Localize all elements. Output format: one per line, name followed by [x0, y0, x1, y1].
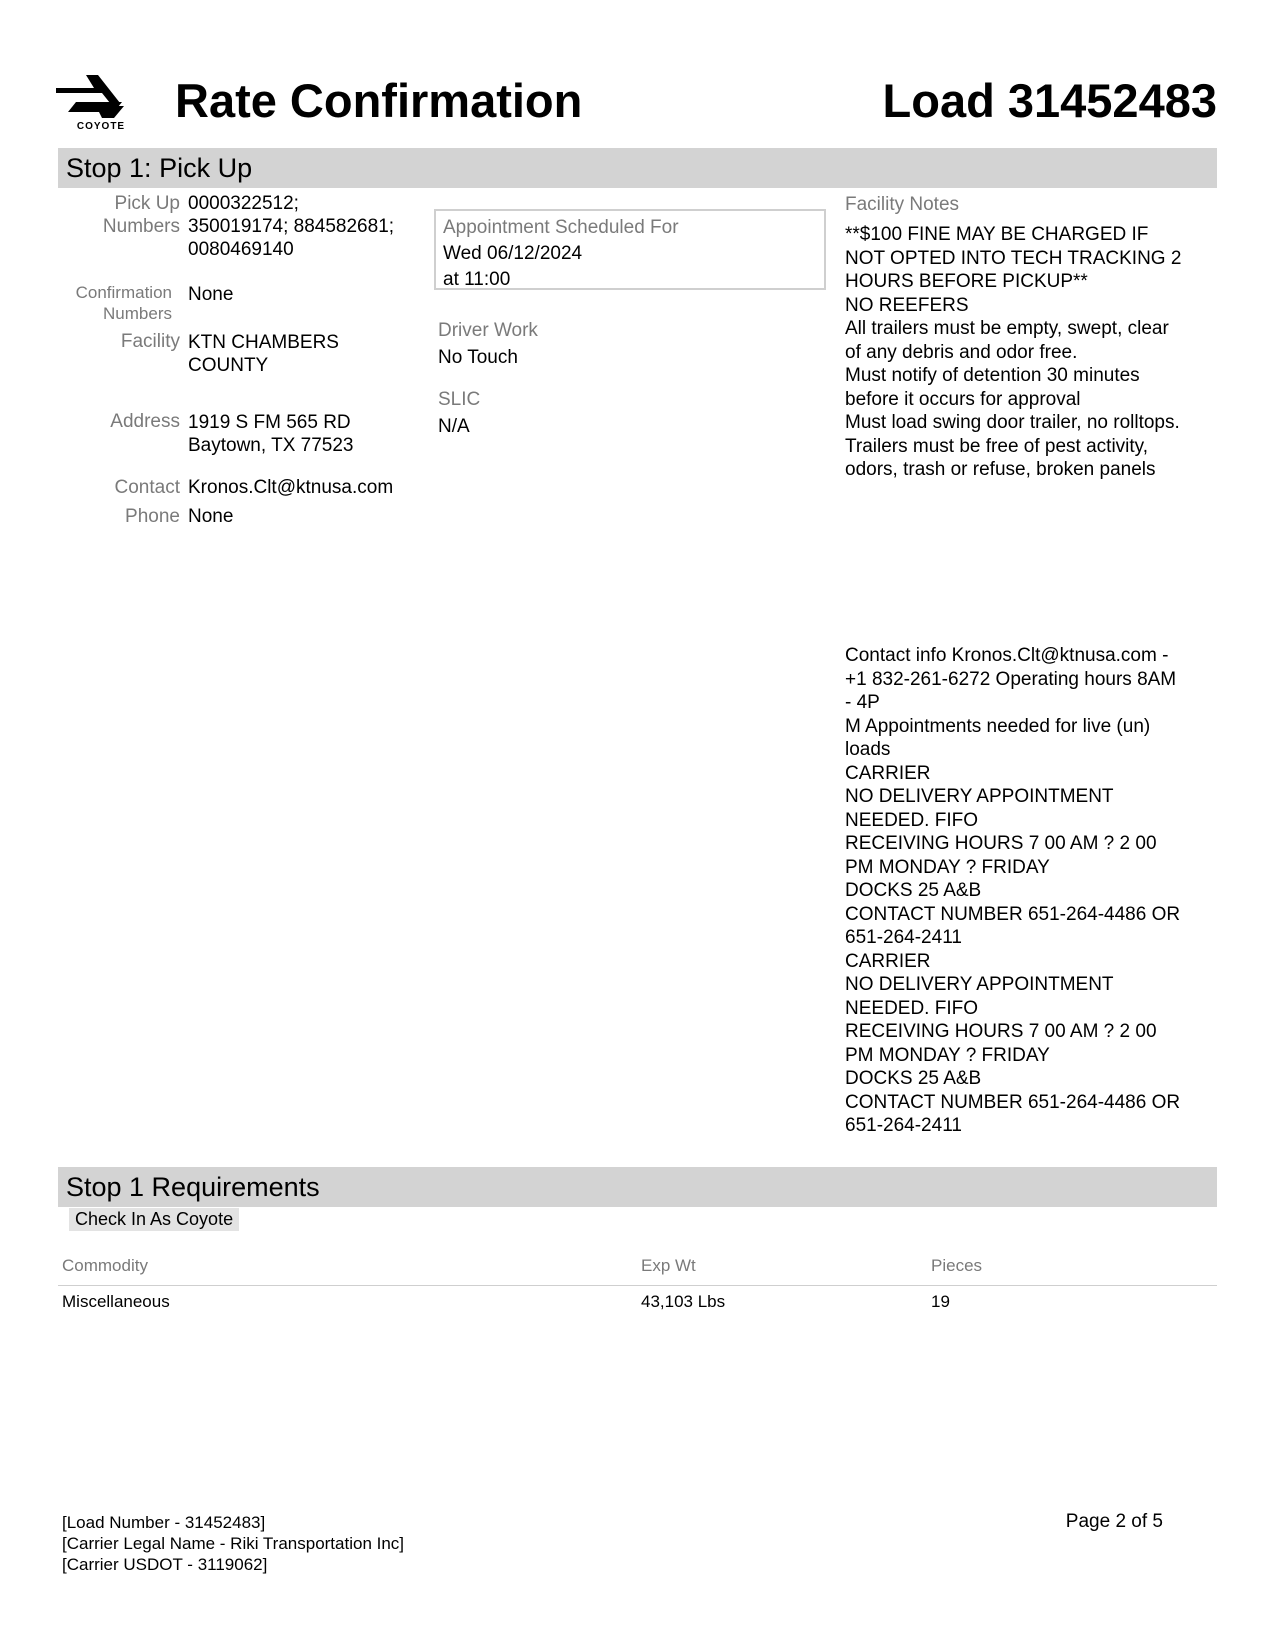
appointment-time: at 11:00 — [443, 269, 511, 290]
phone-value: None — [188, 506, 234, 527]
facility-notes-bottom: Contact info Kronos.Clt@ktnusa.com - +1 832-261-6272 Operating hours 8AM - 4P M Appointments needed for live (un) loads CARRIER NO DELIVERY APPOINTMENT NEEDED. FIFO RECEIVING HOURS 7 00 AM ? 2 00 PM MONDAY ? FRIDAY DOCKS 25 A&B CONTACT NUMBER 651-264-4486 OR 651-264-2411 CARRIER NO DELIVERY APPOINTMENT NEEDED. FIFO RECEIVING HOURS 7 00 AM ? 2 00 PM MONDAY ? FRIDAY DOCKS 25 A&B CONTACT NUMBER 651-264-4486 OR 651-264-2411 — [845, 645, 1181, 1136]
requirements-section-header — [58, 1167, 1217, 1207]
commodity-cell: Miscellaneous — [62, 1292, 170, 1311]
driver-work-value: No Touch — [438, 347, 518, 368]
address-value: 1919 S FM 565 RD Baytown, TX 77523 — [188, 412, 354, 456]
driver-work-label: Driver Work — [438, 320, 538, 341]
slic-value: N/A — [438, 416, 470, 437]
facility-notes-top: **$100 FINE MAY BE CHARGED IF NOT OPTED INTO TECH TRACKING 2 HOURS BEFORE PICKUP** NO REEFERS All trailers must be empty, swept, clear of any debris and odor free. Must notify of detention 30 minutes before it occurs for approval Must load swing door trailer, no rolltops. Trailers must be free of pest activity, odors, trash or refuse, broken panels — [845, 224, 1182, 480]
appointment-label: Appointment Scheduled For — [443, 217, 679, 238]
logo-wordmark: COYOTE — [76, 121, 126, 132]
exp-wt-column-header: Exp Wt — [641, 1256, 696, 1275]
exp-wt-cell: 43,103 Lbs — [641, 1292, 726, 1311]
facility-value: KTN CHAMBERS COUNTY — [188, 332, 339, 376]
footer-carrier-info: [Load Number - 31452483] [Carrier Legal Name - Riki Transportation Inc] [Carrier USDOT - 3119062] — [62, 1513, 405, 1574]
facility-label: Facility — [120, 331, 180, 352]
table-divider — [58, 1285, 1217, 1286]
pickup-numbers-value: 0000322512; 350019174; 884582681; 0080469140 — [188, 193, 395, 260]
pickup-numbers-label: Pick Up Numbers — [102, 193, 180, 237]
confirmation-numbers-label: Confirmation Numbers — [75, 283, 172, 323]
appointment-box — [434, 209, 826, 290]
pieces-column-header: Pieces — [931, 1256, 983, 1275]
requirement-chip: Check In As Coyote — [69, 1208, 239, 1231]
pieces-cell: 19 — [931, 1292, 950, 1311]
address-label: Address — [110, 411, 180, 432]
appointment-date: Wed 06/12/2024 — [443, 243, 583, 264]
phone-label: Phone — [125, 506, 180, 527]
page-title: Rate Confirmation — [175, 74, 583, 127]
stop-section-header — [58, 148, 1217, 188]
page-number: Page 2 of 5 — [1065, 1511, 1163, 1532]
contact-value: Kronos.Clt@ktnusa.com — [188, 477, 394, 498]
facility-notes-label: Facility Notes — [845, 194, 960, 215]
slic-label: SLIC — [438, 389, 481, 410]
requirements-heading: Stop 1 Requirements — [66, 1172, 320, 1202]
contact-label: Contact — [114, 477, 180, 498]
confirmation-numbers-value: None — [188, 284, 234, 305]
stop-heading: Stop 1: Pick Up — [66, 153, 253, 183]
commodity-column-header: Commodity — [62, 1256, 148, 1275]
load-number-title: Load 31452483 — [882, 74, 1217, 127]
